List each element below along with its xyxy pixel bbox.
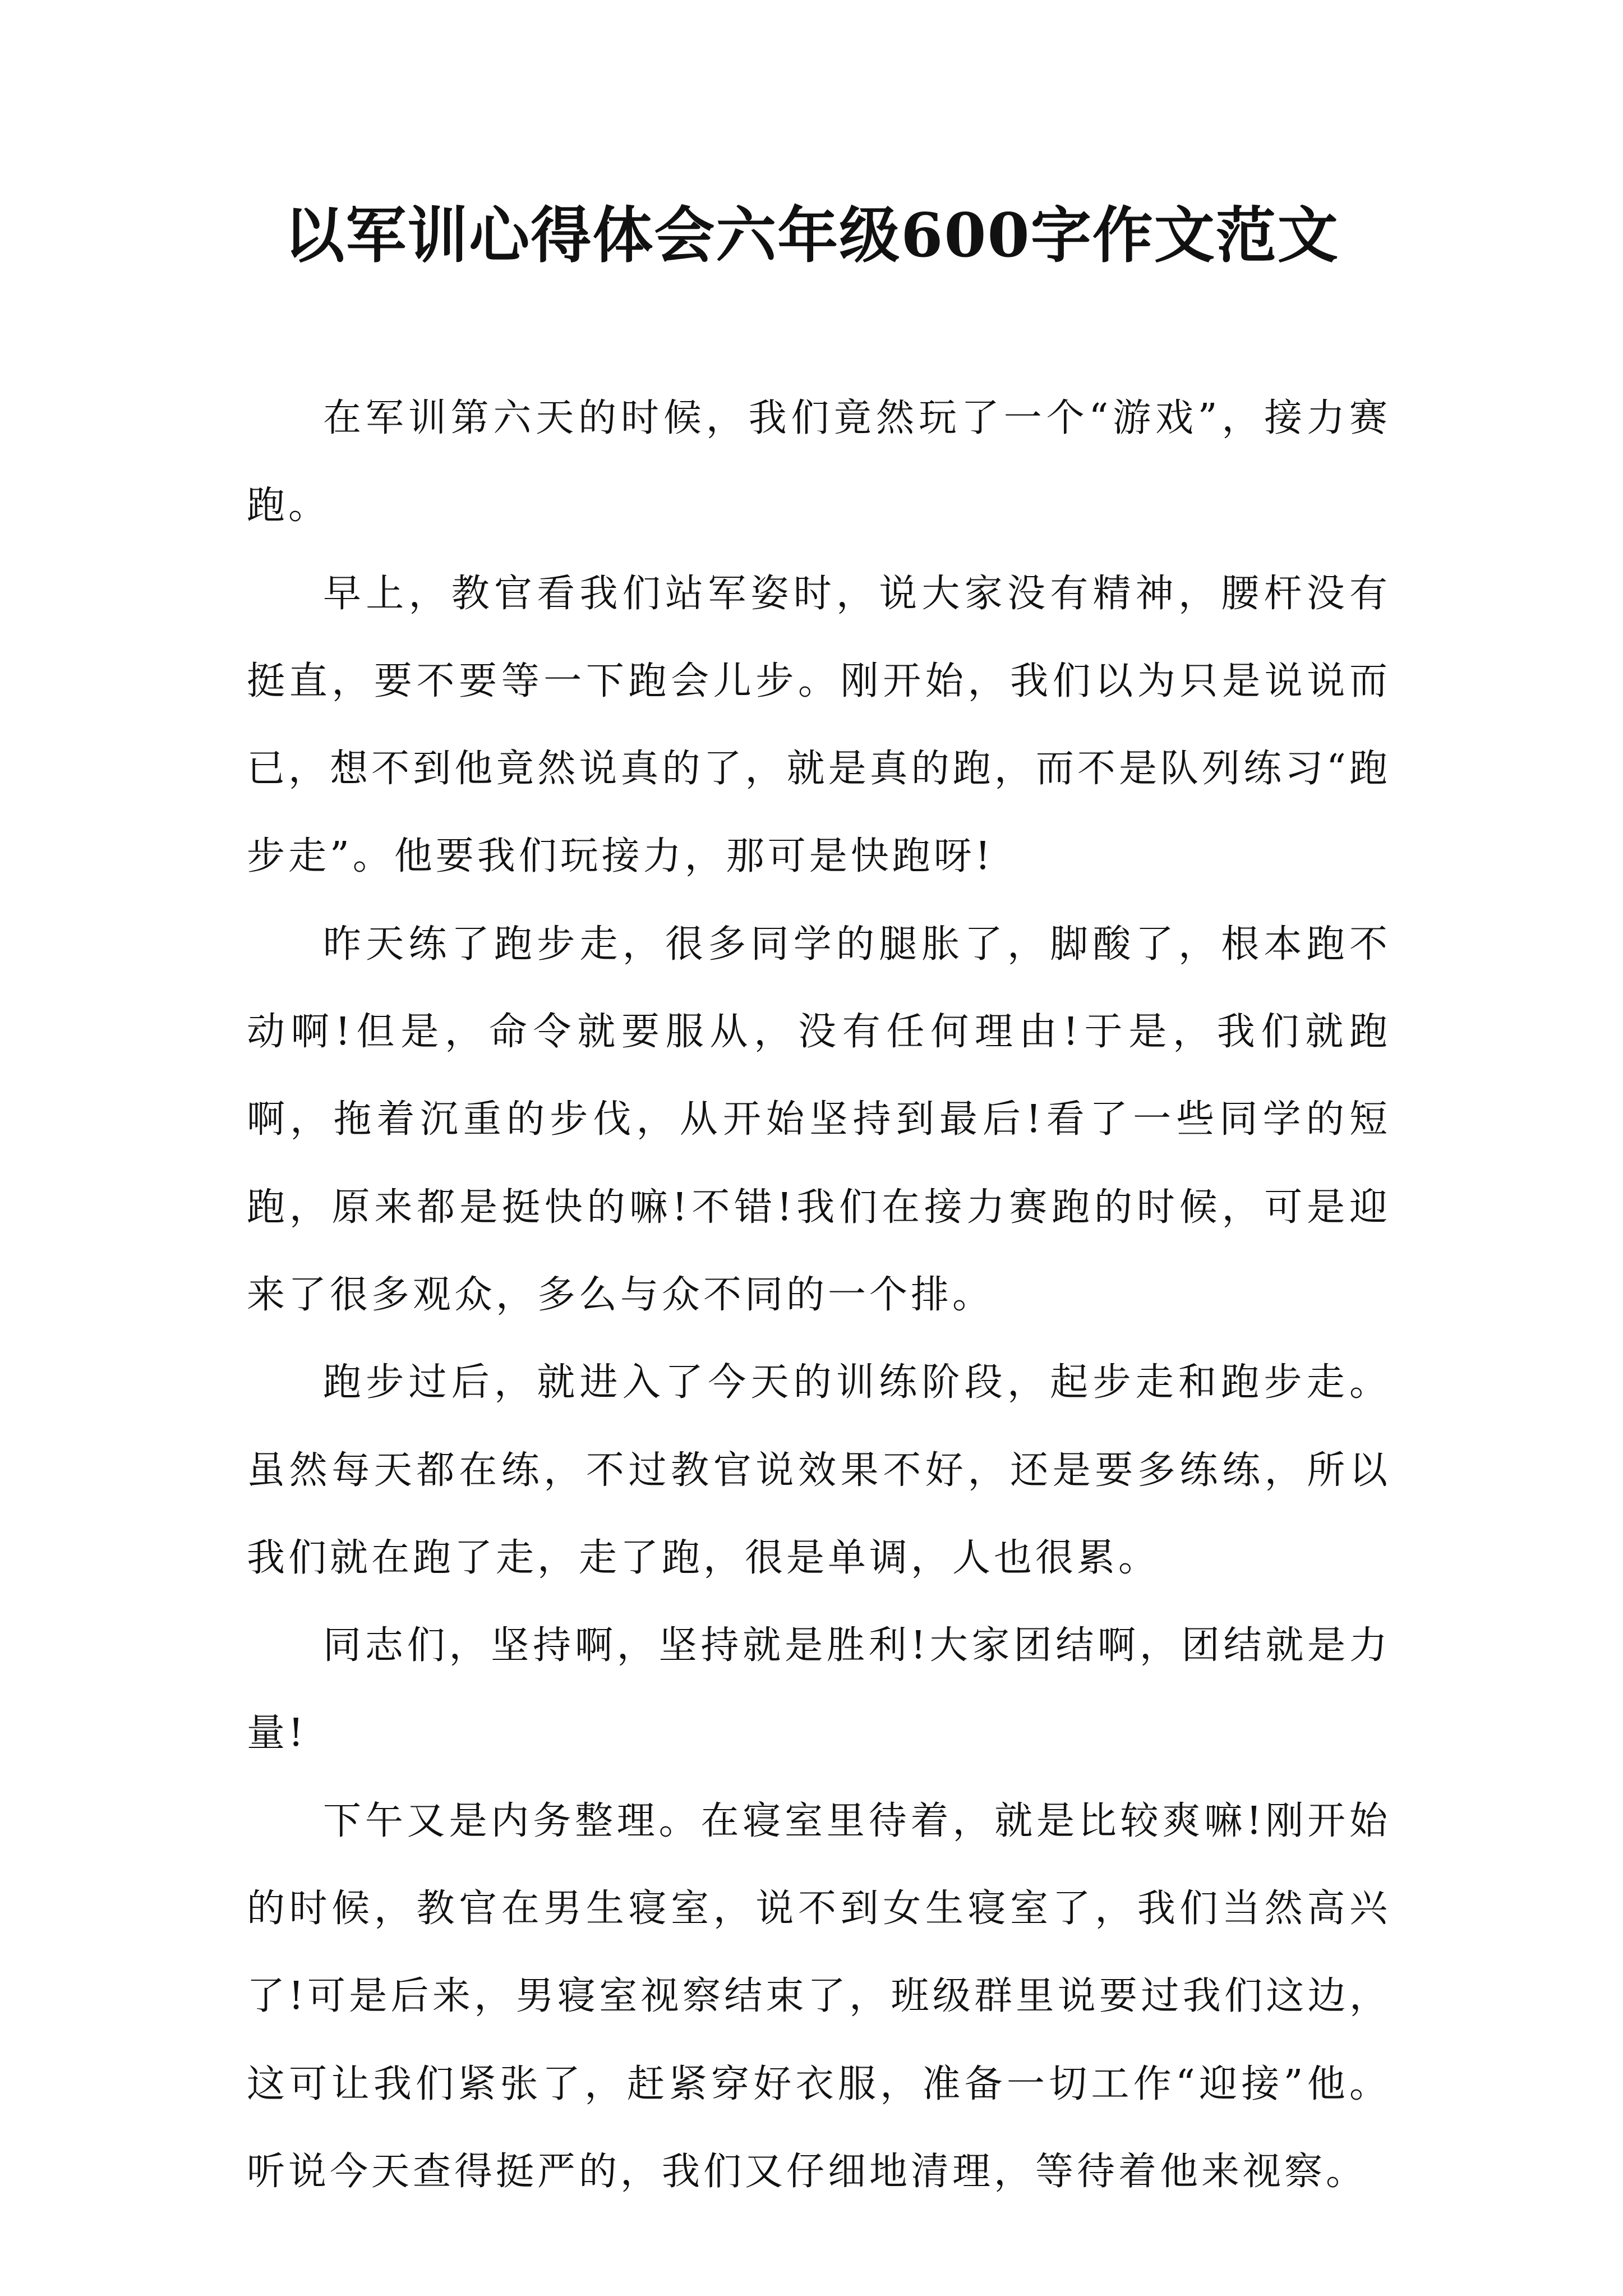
paragraph: 昨天练了跑步走，很多同学的腿胀了，脚酸了，根本跑不动啊!但是，命令就要服从，没有任何理由!于是，我们就跑啊，拖着沉重的步伐，从开始坚持到最后!看了一些同学的短跑，原来都是挺快的嘛!不错!我们在接力赛跑的时候，可是迎来了很多观众，多么与众不同的一个排。 (247, 922, 1391, 1317)
paragraph: 在军训第六天的时候，我们竟然玩了一个“游戏”，接力赛跑。 (247, 396, 1391, 528)
paragraph: 下午又是内务整理。在寝室里待着，就是比较爽嘛!刚开始的时候，教官在男生寝室，说不到女生寝室了，我们当然高兴了!可是后来，男寝室视察结束了，班级群里说要过我们这边，这可让我们紧张了，赶紧穿好衣服，准备一切工作“迎接”他。听说今天查得挺严的，我们又仔细地清理，等待着他来视察。 (247, 1798, 1391, 2194)
paragraph: 早上，教官看我们站军姿时，说大家没有精神，腰杆没有挺直，要不要等一下跑会儿步。刚开始，我们以为只是说说而已，想不到他竟然说真的了，就是真的跑，而不是队列练习“跑步走”。他要我们玩接力，那可是快跑呀! (247, 571, 1391, 879)
paragraph: 跑步过后，就进入了今天的训练阶段，起步走和跑步走。虽然每天都在练，不过教官说效果不好，还是要多练练，所以我们就在跑了走，走了跑，很是单调，人也很累。 (247, 1360, 1391, 1580)
document-body (247, 375, 1391, 2216)
paragraph: 同志们，坚持啊，坚持就是胜利!大家团结啊，团结就是力量! (247, 1623, 1391, 1756)
document-title: 以军训心得体会六年级600字作文范文 (284, 200, 1339, 271)
